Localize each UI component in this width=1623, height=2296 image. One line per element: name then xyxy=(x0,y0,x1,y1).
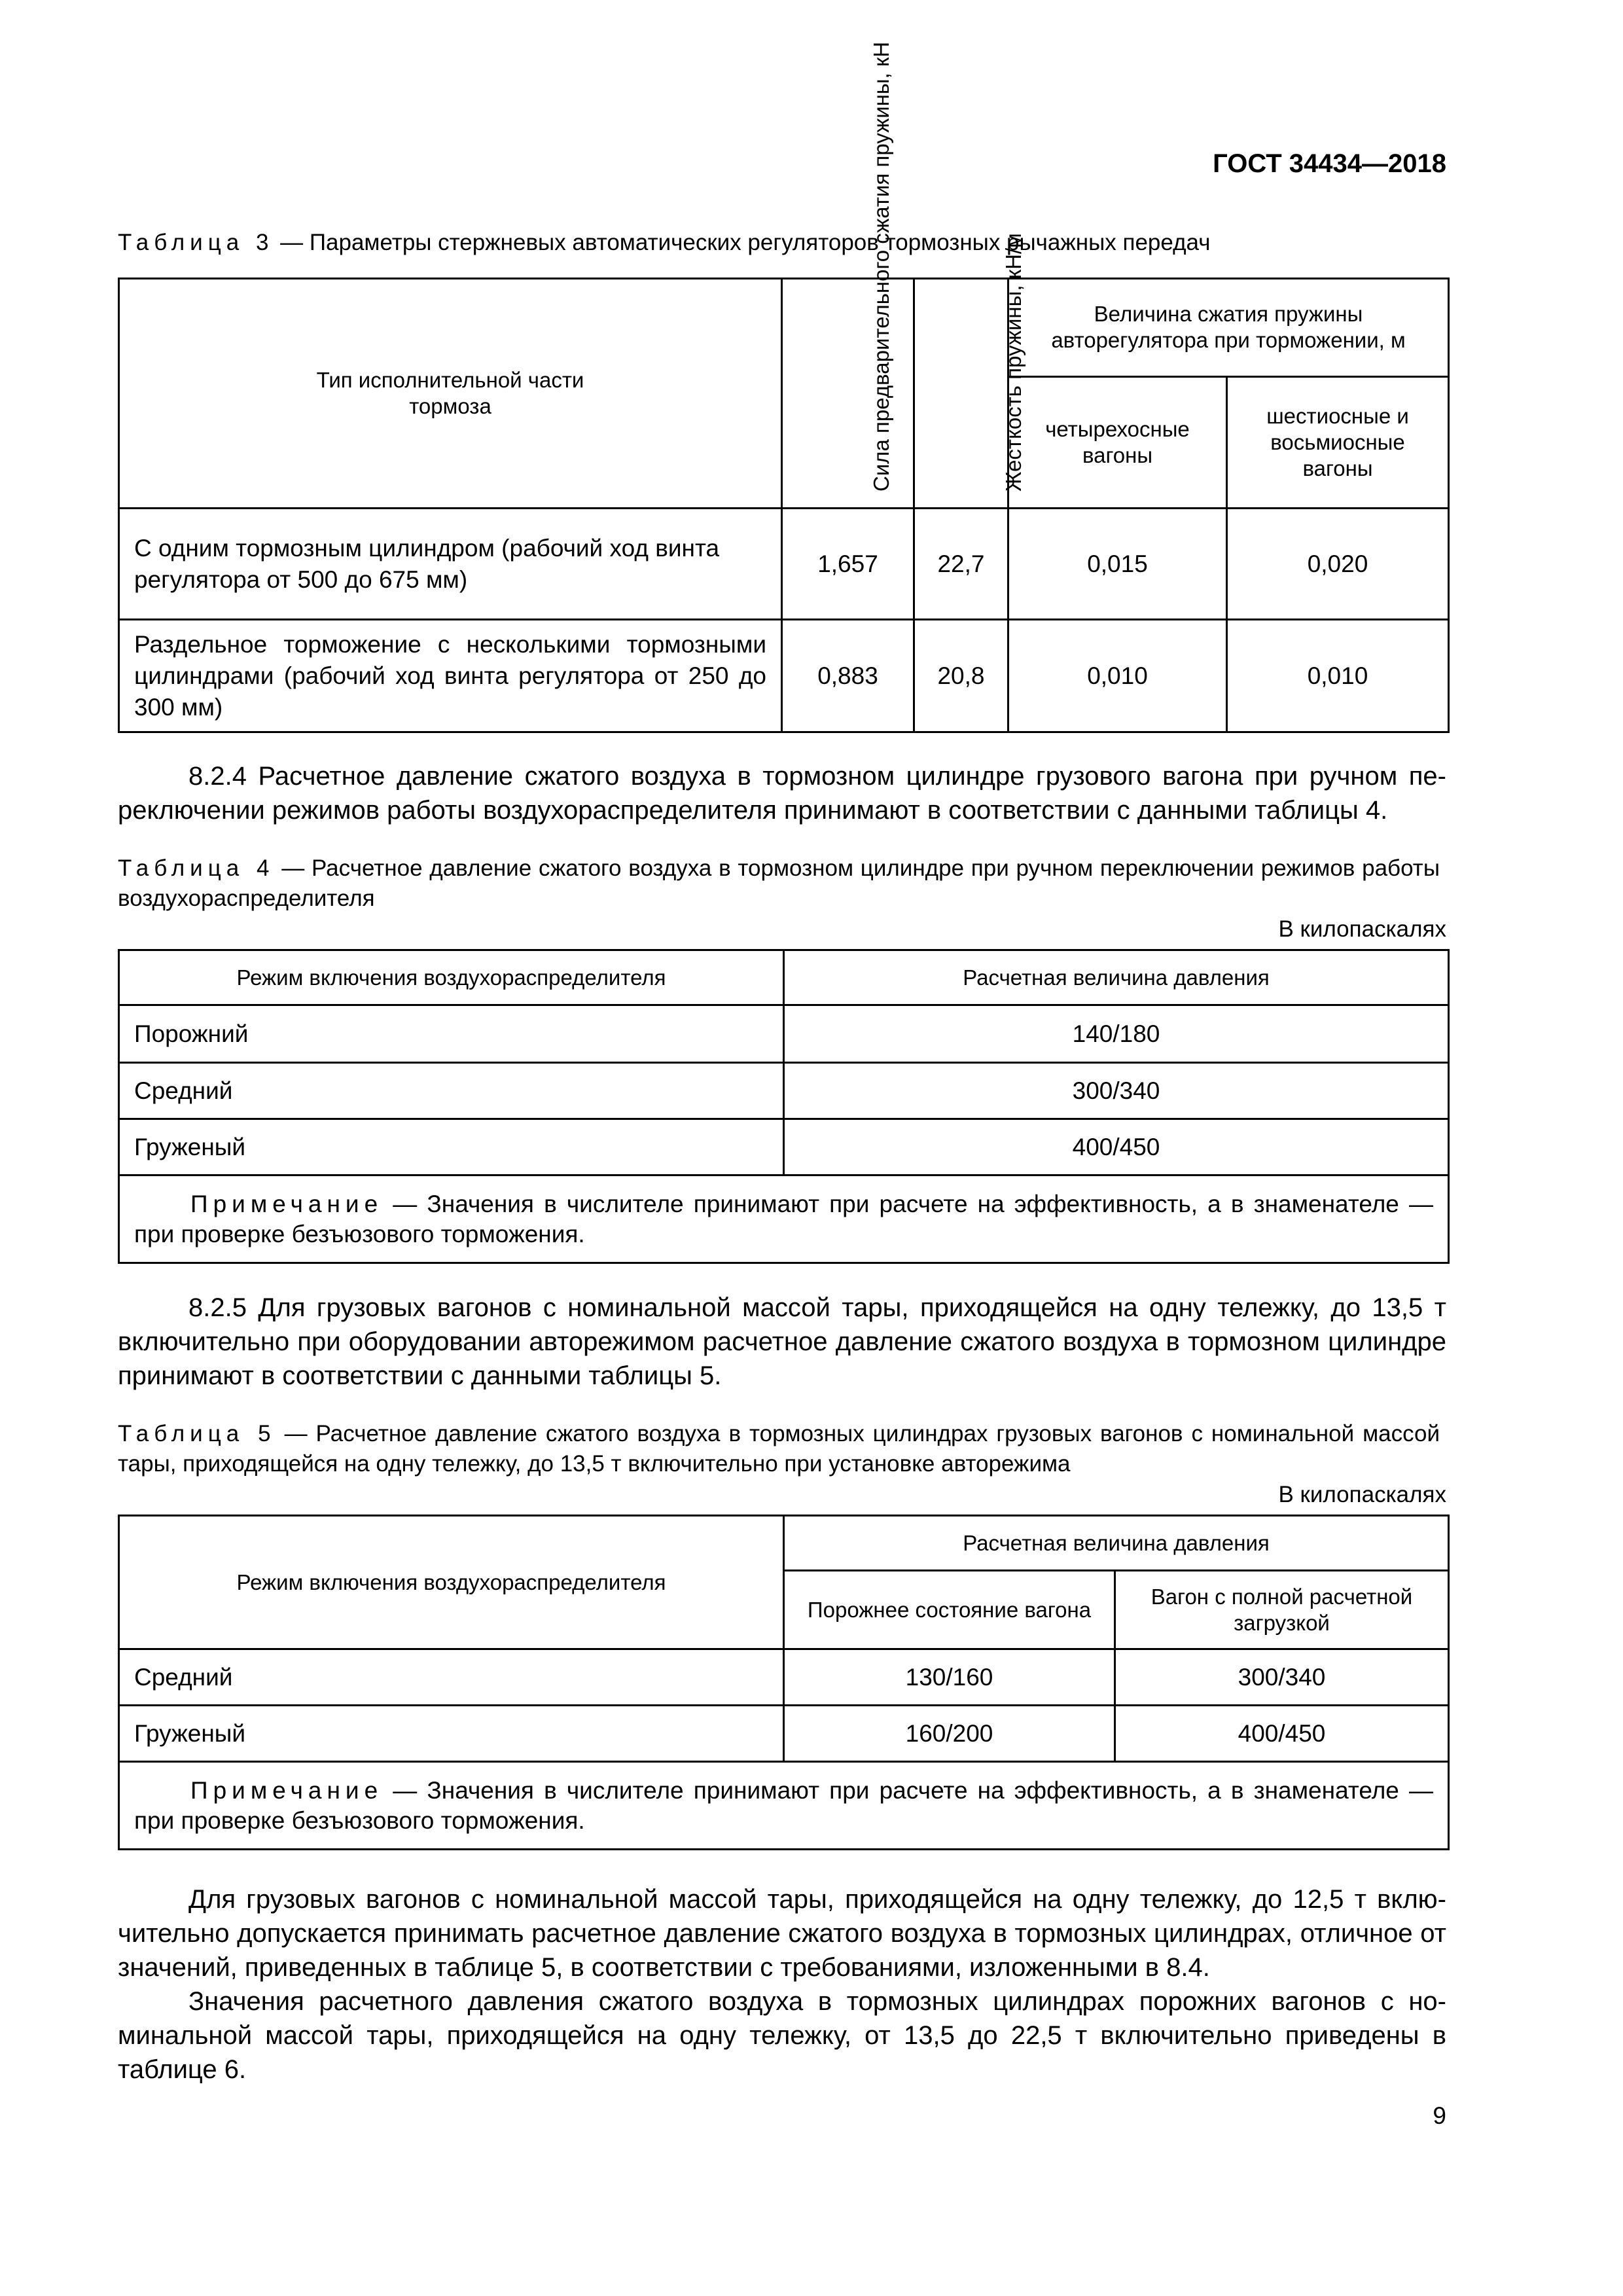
table4-note xyxy=(119,1175,1449,1263)
table4-header-value: Расчетная величина давления xyxy=(784,950,1449,1005)
table3-row1-four-axle: 0,015 xyxy=(1008,509,1227,620)
table3-header-four-axle: четырехосные вагоны xyxy=(1008,376,1227,508)
table3-header-six-axle: шестиосные и восьмиосные вагоны xyxy=(1227,376,1449,508)
table5-note-label: Примечание xyxy=(190,1776,383,1804)
table5-note-text: — Значения в числителе принимают при расчете на эффективность, а в знаменателе — при проверке безъюзового торможения. xyxy=(134,1776,1434,1834)
table3-header-force: Сила предварительного сжатия пружины, кН xyxy=(782,279,914,509)
table5 xyxy=(118,1515,1450,1850)
table4-caption-text: — Расчетное давление сжатого воздуха в тормозном цилиндре при ручном переключении режимов работы воздухораспределителя xyxy=(118,855,1440,911)
table5-note xyxy=(119,1762,1449,1850)
table3-row1-six-axle: 0,020 xyxy=(1227,509,1449,620)
table-row xyxy=(119,1005,1449,1063)
table5-row1-loaded: 300/340 xyxy=(1115,1649,1449,1706)
paragraph-8-2-5: 8.2.5 Для грузовых вагонов с номинальной массой тары, приходящейся на одну тележку, до 13,5 т включительно при оборудовании авторежимом расчетное давление сжатого воздуха в тормозном цилиндре принимают в соответствии с данными таблицы 5. xyxy=(118,1293,1446,1390)
table3-header-group: Величина сжатия пружины авторегулятора при торможении, м xyxy=(1008,279,1449,377)
table3-row1-stiffness: 22,7 xyxy=(914,509,1008,620)
paragraph-tail-2: Значения расчетного давления сжатого воздуха в тормозных цилиндрах порожних вагонов с номинальной массой тары, приходящейся на одну тележку, от 13,5 до 22,5 т включительно приведены в таблице 6. xyxy=(118,1987,1446,2084)
table5-units: В килопаскалях xyxy=(1278,1482,1446,1507)
table3-header-type: Тип исполнительной части тормоза xyxy=(119,279,782,509)
table3-row2-force: 0,883 xyxy=(782,620,914,732)
page-number: 9 xyxy=(1433,2102,1446,2129)
table4-row2-mode: Средний xyxy=(119,1063,784,1119)
table3-row2-stiffness: 20,8 xyxy=(914,620,1008,732)
table4 xyxy=(118,949,1450,1264)
table4-note-text: — Значения в числителе принимают при расчете на эффективность, а в знаменателе — при проверке безъюзового торможения. xyxy=(134,1190,1433,1247)
table3-caption xyxy=(118,228,1440,258)
table5-row1-mode: Средний xyxy=(119,1649,784,1706)
table3-row1-type: С одним тормозным цилиндром (рабочий ход винта регулятора от 500 до 675 мм) xyxy=(119,509,782,620)
table5-row2-empty: 160/200 xyxy=(784,1706,1115,1762)
table3-row1-force: 1,657 xyxy=(782,509,914,620)
table3-header-stiffness: Жесткость пружины, кН/м xyxy=(914,279,1008,509)
table4-header-mode: Режим включения воздухораспределителя xyxy=(119,950,784,1005)
table3-caption-label: Таблица 3 xyxy=(118,230,274,255)
table5-caption xyxy=(118,1419,1440,1479)
paragraph-8-2-4: 8.2.4 Расчетное давление сжатого воздуха в тормозном цилиндре грузового вагона при ручном переключении режимов работы воздухораспределителя принимают в соответствии с данными таблицы 4. xyxy=(118,762,1446,825)
table3-caption-text: — Параметры стержневых автоматических регуляторов тормозных рычажных передач xyxy=(274,230,1211,255)
table3-row2-type: Раздельное торможение с несколькими тормозными цилиндрами (рабочий ход винта регулятора от 250 до 300 мм) xyxy=(119,620,782,732)
table5-header-mode: Режим включения воздухораспределителя xyxy=(119,1516,784,1649)
table4-caption xyxy=(118,853,1440,914)
table5-header-loaded: Вагон с полной расчетной загрузкой xyxy=(1115,1571,1449,1649)
table5-caption-text: — Расчетное давление сжатого воздуха в тормозных цилиндрах грузовых вагонов с номинальной массой тары, приходящейся на одну тележку, до 13,5 т включительно при установке авторежима xyxy=(118,1421,1440,1477)
table4-row1-mode: Порожний xyxy=(119,1005,784,1063)
table4-caption-label: Таблица 4 xyxy=(118,855,275,881)
table-row xyxy=(119,1119,1449,1175)
table-row xyxy=(119,1706,1449,1762)
table-row xyxy=(119,1063,1449,1119)
table5-caption-label: Таблица 5 xyxy=(118,1421,276,1446)
table3-row2-four-axle: 0,010 xyxy=(1008,620,1227,732)
table4-row3-mode: Груженый xyxy=(119,1119,784,1175)
table4-units: В килопаскалях xyxy=(1278,916,1446,942)
table5-row1-empty: 130/160 xyxy=(784,1649,1115,1706)
table5-header-empty: Порожнее состояние вагона xyxy=(784,1571,1115,1649)
paragraph-tail-1: Для грузовых вагонов с номинальной массой тары, приходящейся на одну тележку, до 12,5 т включительно допускается принимать расчетное давление сжатого воздуха в тормозных цилиндрах, отличное от значений, приведенных в таблице 5, в соответствии с требованиями, изложенными в 8.4. xyxy=(118,1885,1446,1982)
table4-row1-value: 140/180 xyxy=(784,1005,1449,1063)
table5-row2-mode: Груженый xyxy=(119,1706,784,1762)
table-row xyxy=(119,620,1449,732)
table-row xyxy=(119,1649,1449,1706)
table4-row3-value: 400/450 xyxy=(784,1119,1449,1175)
paragraph-tail xyxy=(118,1882,1446,2087)
table-row xyxy=(119,509,1449,620)
table4-row2-value: 300/340 xyxy=(784,1063,1449,1119)
table3-row2-six-axle: 0,010 xyxy=(1227,620,1449,732)
table5-header-group: Расчетная величина давления xyxy=(784,1516,1449,1571)
table4-note-label: Примечание xyxy=(190,1190,383,1217)
table5-row2-loaded: 400/450 xyxy=(1115,1706,1449,1762)
document-header: ГОСТ 34434—2018 xyxy=(1213,149,1446,178)
